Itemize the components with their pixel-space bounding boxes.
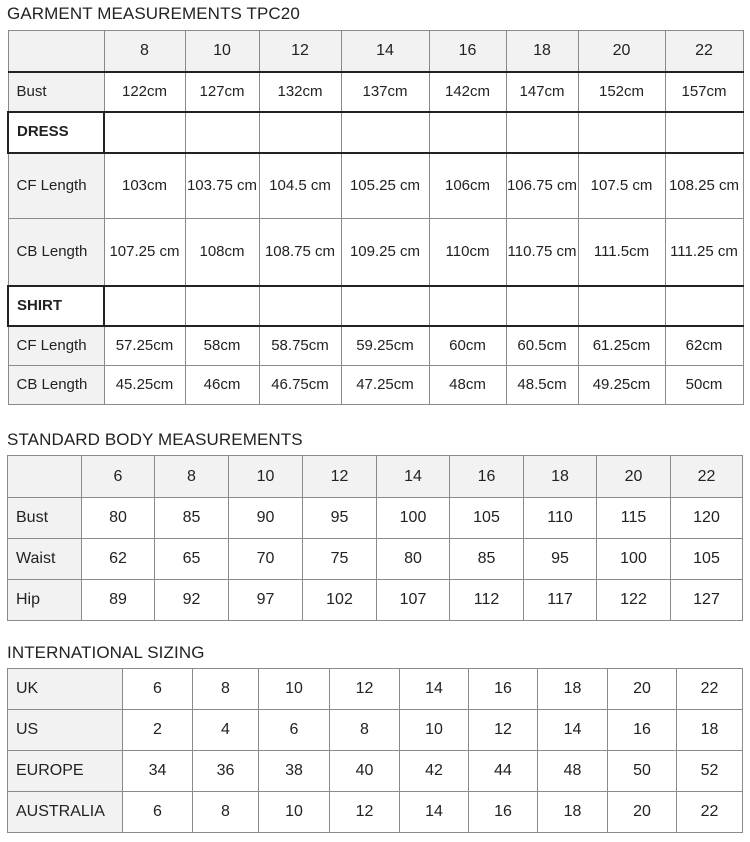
table-cell: 48.5cm <box>506 366 578 405</box>
empty-cell <box>104 112 185 153</box>
table-row <box>8 366 743 405</box>
table-cell: 58cm <box>185 326 259 366</box>
table-cell: 122 <box>597 580 671 621</box>
table-cell: 107.25 cm <box>104 219 185 286</box>
size-header: 12 <box>259 31 341 72</box>
table-cell: 6 <box>123 669 193 710</box>
size-header: 20 <box>597 456 671 498</box>
table-cell: 40 <box>330 751 400 792</box>
table-cell: 6 <box>123 792 193 833</box>
table-cell: 50cm <box>665 366 743 405</box>
table-cell: 105.25 cm <box>341 153 429 219</box>
table-cell: 4 <box>193 710 259 751</box>
shirt-section-row <box>8 286 743 326</box>
table-cell: 48cm <box>429 366 506 405</box>
table-cell: 106cm <box>429 153 506 219</box>
table-cell: 147cm <box>506 72 578 112</box>
table-cell: 49.25cm <box>578 366 665 405</box>
table-cell: 58.75cm <box>259 326 341 366</box>
size-header: 8 <box>104 31 185 72</box>
table-cell: 112 <box>450 580 524 621</box>
row-label: CF Length <box>8 326 104 366</box>
table-cell: 105 <box>671 539 743 580</box>
table-cell: 92 <box>155 580 229 621</box>
table-row <box>8 669 743 710</box>
table-cell: 90 <box>229 498 303 539</box>
table-cell: 97 <box>229 580 303 621</box>
table-cell: 102 <box>303 580 377 621</box>
empty-cell <box>185 112 259 153</box>
empty-cell <box>665 286 743 326</box>
row-label: EUROPE <box>8 751 123 792</box>
table-row <box>8 580 743 621</box>
empty-cell <box>578 112 665 153</box>
section-label-dress: DRESS <box>8 112 104 153</box>
row-label: CB Length <box>8 366 104 405</box>
table-row <box>8 751 743 792</box>
table-cell: 85 <box>155 498 229 539</box>
size-header: 22 <box>665 31 743 72</box>
row-label: Waist <box>8 539 82 580</box>
row-label: CB Length <box>8 219 104 286</box>
table-cell: 57.25cm <box>104 326 185 366</box>
table-cell: 10 <box>259 669 330 710</box>
row-label: US <box>8 710 123 751</box>
empty-cell <box>506 112 578 153</box>
table-cell: 14 <box>400 669 469 710</box>
table-cell: 60cm <box>429 326 506 366</box>
size-header: 10 <box>185 31 259 72</box>
table-cell: 111.5cm <box>578 219 665 286</box>
table-cell: 80 <box>82 498 155 539</box>
table-cell: 8 <box>193 792 259 833</box>
table-row <box>8 219 743 286</box>
table-cell: 60.5cm <box>506 326 578 366</box>
size-header: 16 <box>450 456 524 498</box>
empty-cell <box>259 286 341 326</box>
table-cell: 10 <box>400 710 469 751</box>
table-cell: 22 <box>677 669 743 710</box>
table-cell: 106.75 cm <box>506 153 578 219</box>
header-corner-cell <box>8 456 82 498</box>
size-header: 18 <box>524 456 597 498</box>
garment-measurements-table <box>7 30 744 405</box>
table-cell: 70 <box>229 539 303 580</box>
table-cell: 45.25cm <box>104 366 185 405</box>
table-cell: 127 <box>671 580 743 621</box>
garment-size-header-row <box>8 31 743 72</box>
table-cell: 61.25cm <box>578 326 665 366</box>
table-cell: 117 <box>524 580 597 621</box>
table-cell: 157cm <box>665 72 743 112</box>
table-cell: 110cm <box>429 219 506 286</box>
size-header: 20 <box>578 31 665 72</box>
table-cell: 20 <box>608 669 677 710</box>
table-cell: 100 <box>597 539 671 580</box>
empty-cell <box>341 286 429 326</box>
size-header: 6 <box>82 456 155 498</box>
table-cell: 46cm <box>185 366 259 405</box>
table-row <box>8 539 743 580</box>
table-row <box>8 72 743 112</box>
intl-table-title: INTERNATIONAL SIZING <box>7 643 205 662</box>
empty-cell <box>429 286 506 326</box>
table-cell: 14 <box>400 792 469 833</box>
table-cell: 18 <box>538 669 608 710</box>
table-cell: 38 <box>259 751 330 792</box>
table-cell: 59.25cm <box>341 326 429 366</box>
empty-cell <box>185 286 259 326</box>
table-cell: 2 <box>123 710 193 751</box>
header-corner-cell <box>8 31 104 72</box>
table-cell: 120 <box>671 498 743 539</box>
table-cell: 137cm <box>341 72 429 112</box>
table-cell: 107.5 cm <box>578 153 665 219</box>
table-cell: 36 <box>193 751 259 792</box>
table-row <box>8 326 743 366</box>
table-cell: 8 <box>193 669 259 710</box>
table-cell: 14 <box>538 710 608 751</box>
table-cell: 110 <box>524 498 597 539</box>
table-cell: 110.75 cm <box>506 219 578 286</box>
table-cell: 8 <box>330 710 400 751</box>
table-cell: 122cm <box>104 72 185 112</box>
table-cell: 44 <box>469 751 538 792</box>
table-cell: 105 <box>450 498 524 539</box>
empty-cell <box>259 112 341 153</box>
garment-table-title: GARMENT MEASUREMENTS TPC20 <box>7 4 300 23</box>
size-header: 12 <box>303 456 377 498</box>
body-measurements-table <box>7 455 743 621</box>
empty-cell <box>665 112 743 153</box>
size-header: 14 <box>377 456 450 498</box>
table-row <box>8 498 743 539</box>
size-header: 18 <box>506 31 578 72</box>
table-row <box>8 792 743 833</box>
table-cell: 62cm <box>665 326 743 366</box>
empty-cell <box>341 112 429 153</box>
table-cell: 80 <box>377 539 450 580</box>
table-cell: 65 <box>155 539 229 580</box>
table-cell: 142cm <box>429 72 506 112</box>
table-cell: 6 <box>259 710 330 751</box>
table-cell: 100 <box>377 498 450 539</box>
table-cell: 42 <box>400 751 469 792</box>
table-cell: 10 <box>259 792 330 833</box>
table-cell: 46.75cm <box>259 366 341 405</box>
table-cell: 12 <box>330 669 400 710</box>
table-cell: 47.25cm <box>341 366 429 405</box>
row-label: Bust <box>8 72 104 112</box>
table-row <box>8 153 743 219</box>
table-cell: 62 <box>82 539 155 580</box>
table-cell: 108.25 cm <box>665 153 743 219</box>
table-cell: 108cm <box>185 219 259 286</box>
size-header: 14 <box>341 31 429 72</box>
table-cell: 18 <box>538 792 608 833</box>
table-row <box>8 710 743 751</box>
row-label: UK <box>8 669 123 710</box>
size-header: 22 <box>671 456 743 498</box>
table-cell: 16 <box>469 669 538 710</box>
table-cell: 132cm <box>259 72 341 112</box>
table-cell: 103cm <box>104 153 185 219</box>
body-size-header-row <box>8 456 743 498</box>
international-sizing-table <box>7 668 743 833</box>
table-cell: 115 <box>597 498 671 539</box>
size-header: 16 <box>429 31 506 72</box>
row-label: Hip <box>8 580 82 621</box>
table-cell: 16 <box>469 792 538 833</box>
table-cell: 75 <box>303 539 377 580</box>
empty-cell <box>104 286 185 326</box>
table-cell: 48 <box>538 751 608 792</box>
table-cell: 108.75 cm <box>259 219 341 286</box>
table-cell: 85 <box>450 539 524 580</box>
dress-section-row <box>8 112 743 153</box>
row-label: AUSTRALIA <box>8 792 123 833</box>
table-cell: 52 <box>677 751 743 792</box>
row-label: CF Length <box>8 153 104 219</box>
table-cell: 103.75 cm <box>185 153 259 219</box>
size-header: 8 <box>155 456 229 498</box>
table-cell: 109.25 cm <box>341 219 429 286</box>
section-label-shirt: SHIRT <box>8 286 104 326</box>
table-cell: 111.25 cm <box>665 219 743 286</box>
table-cell: 12 <box>469 710 538 751</box>
table-cell: 20 <box>608 792 677 833</box>
size-header: 10 <box>229 456 303 498</box>
table-cell: 89 <box>82 580 155 621</box>
table-cell: 104.5 cm <box>259 153 341 219</box>
table-cell: 16 <box>608 710 677 751</box>
empty-cell <box>429 112 506 153</box>
table-cell: 107 <box>377 580 450 621</box>
body-table-title: STANDARD BODY MEASUREMENTS <box>7 430 303 449</box>
table-cell: 34 <box>123 751 193 792</box>
row-label: Bust <box>8 498 82 539</box>
table-cell: 95 <box>303 498 377 539</box>
table-cell: 18 <box>677 710 743 751</box>
table-cell: 22 <box>677 792 743 833</box>
table-cell: 127cm <box>185 72 259 112</box>
table-cell: 152cm <box>578 72 665 112</box>
table-cell: 12 <box>330 792 400 833</box>
empty-cell <box>506 286 578 326</box>
table-cell: 50 <box>608 751 677 792</box>
empty-cell <box>578 286 665 326</box>
table-cell: 95 <box>524 539 597 580</box>
